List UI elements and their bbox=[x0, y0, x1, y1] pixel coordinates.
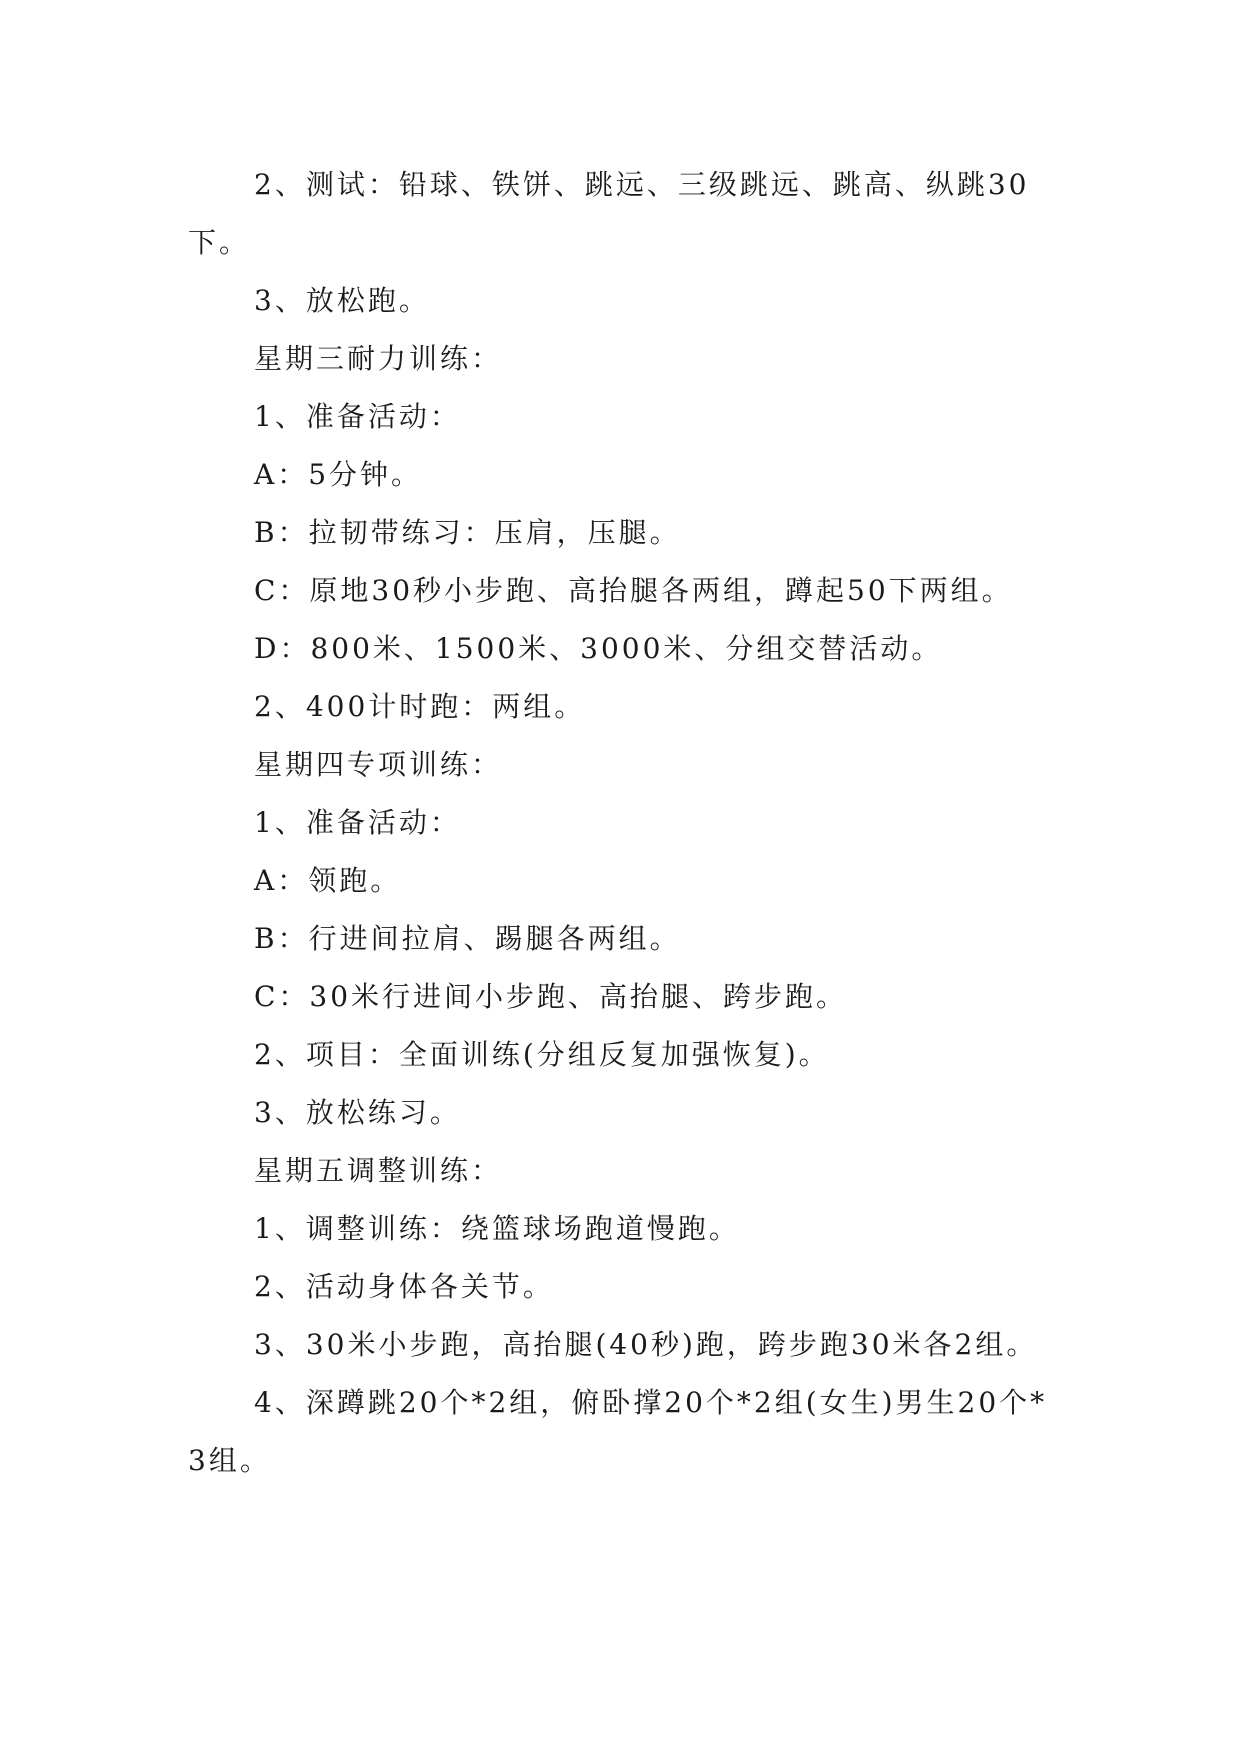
paragraph: 3、30米小步跑，高抬腿(40秒)跑，跨步跑30米各2组。 bbox=[254, 1328, 1038, 1361]
paragraph: 1、准备活动： bbox=[254, 806, 461, 839]
paragraph: C：30米行进间小步跑、高抬腿、跨步跑。 bbox=[254, 980, 848, 1013]
paragraph: A：领跑。 bbox=[254, 864, 402, 897]
paragraph: 2、测试：铅球、铁饼、跳远、三级跳远、跳高、纵跳30下。 bbox=[188, 168, 1030, 259]
paragraph: 1、调整训练：绕篮球场跑道慢跑。 bbox=[254, 1212, 740, 1245]
section-heading: 星期四专项训练： bbox=[254, 748, 503, 781]
paragraph: 2、400计时跑：两组。 bbox=[254, 690, 586, 723]
paragraph: B：行进间拉肩、踢腿各两组。 bbox=[254, 922, 681, 955]
paragraph: 1、准备活动： bbox=[254, 400, 461, 433]
paragraph: C：原地30秒小步跑、高抬腿各两组，蹲起50下两组。 bbox=[254, 574, 1013, 607]
paragraph: 3、放松练习。 bbox=[254, 1096, 461, 1129]
paragraph: A：5分钟。 bbox=[254, 458, 423, 491]
section-heading: 星期三耐力训练： bbox=[254, 342, 503, 375]
section-heading: 星期五调整训练： bbox=[254, 1154, 503, 1187]
paragraph: D：800米、1500米、3000米、分组交替活动。 bbox=[254, 632, 943, 665]
paragraph: 2、活动身体各关节。 bbox=[254, 1270, 554, 1303]
document-body bbox=[188, 156, 1048, 1490]
paragraph: B：拉韧带练习：压肩，压腿。 bbox=[254, 516, 681, 549]
paragraph: 2、项目：全面训练(分组反复加强恢复)。 bbox=[254, 1038, 830, 1071]
paragraph: 4、深蹲跳20个*2组，俯卧撑20个*2组(女生)男生20个*3组。 bbox=[188, 1386, 1048, 1477]
paragraph: 3、放松跑。 bbox=[254, 284, 430, 317]
